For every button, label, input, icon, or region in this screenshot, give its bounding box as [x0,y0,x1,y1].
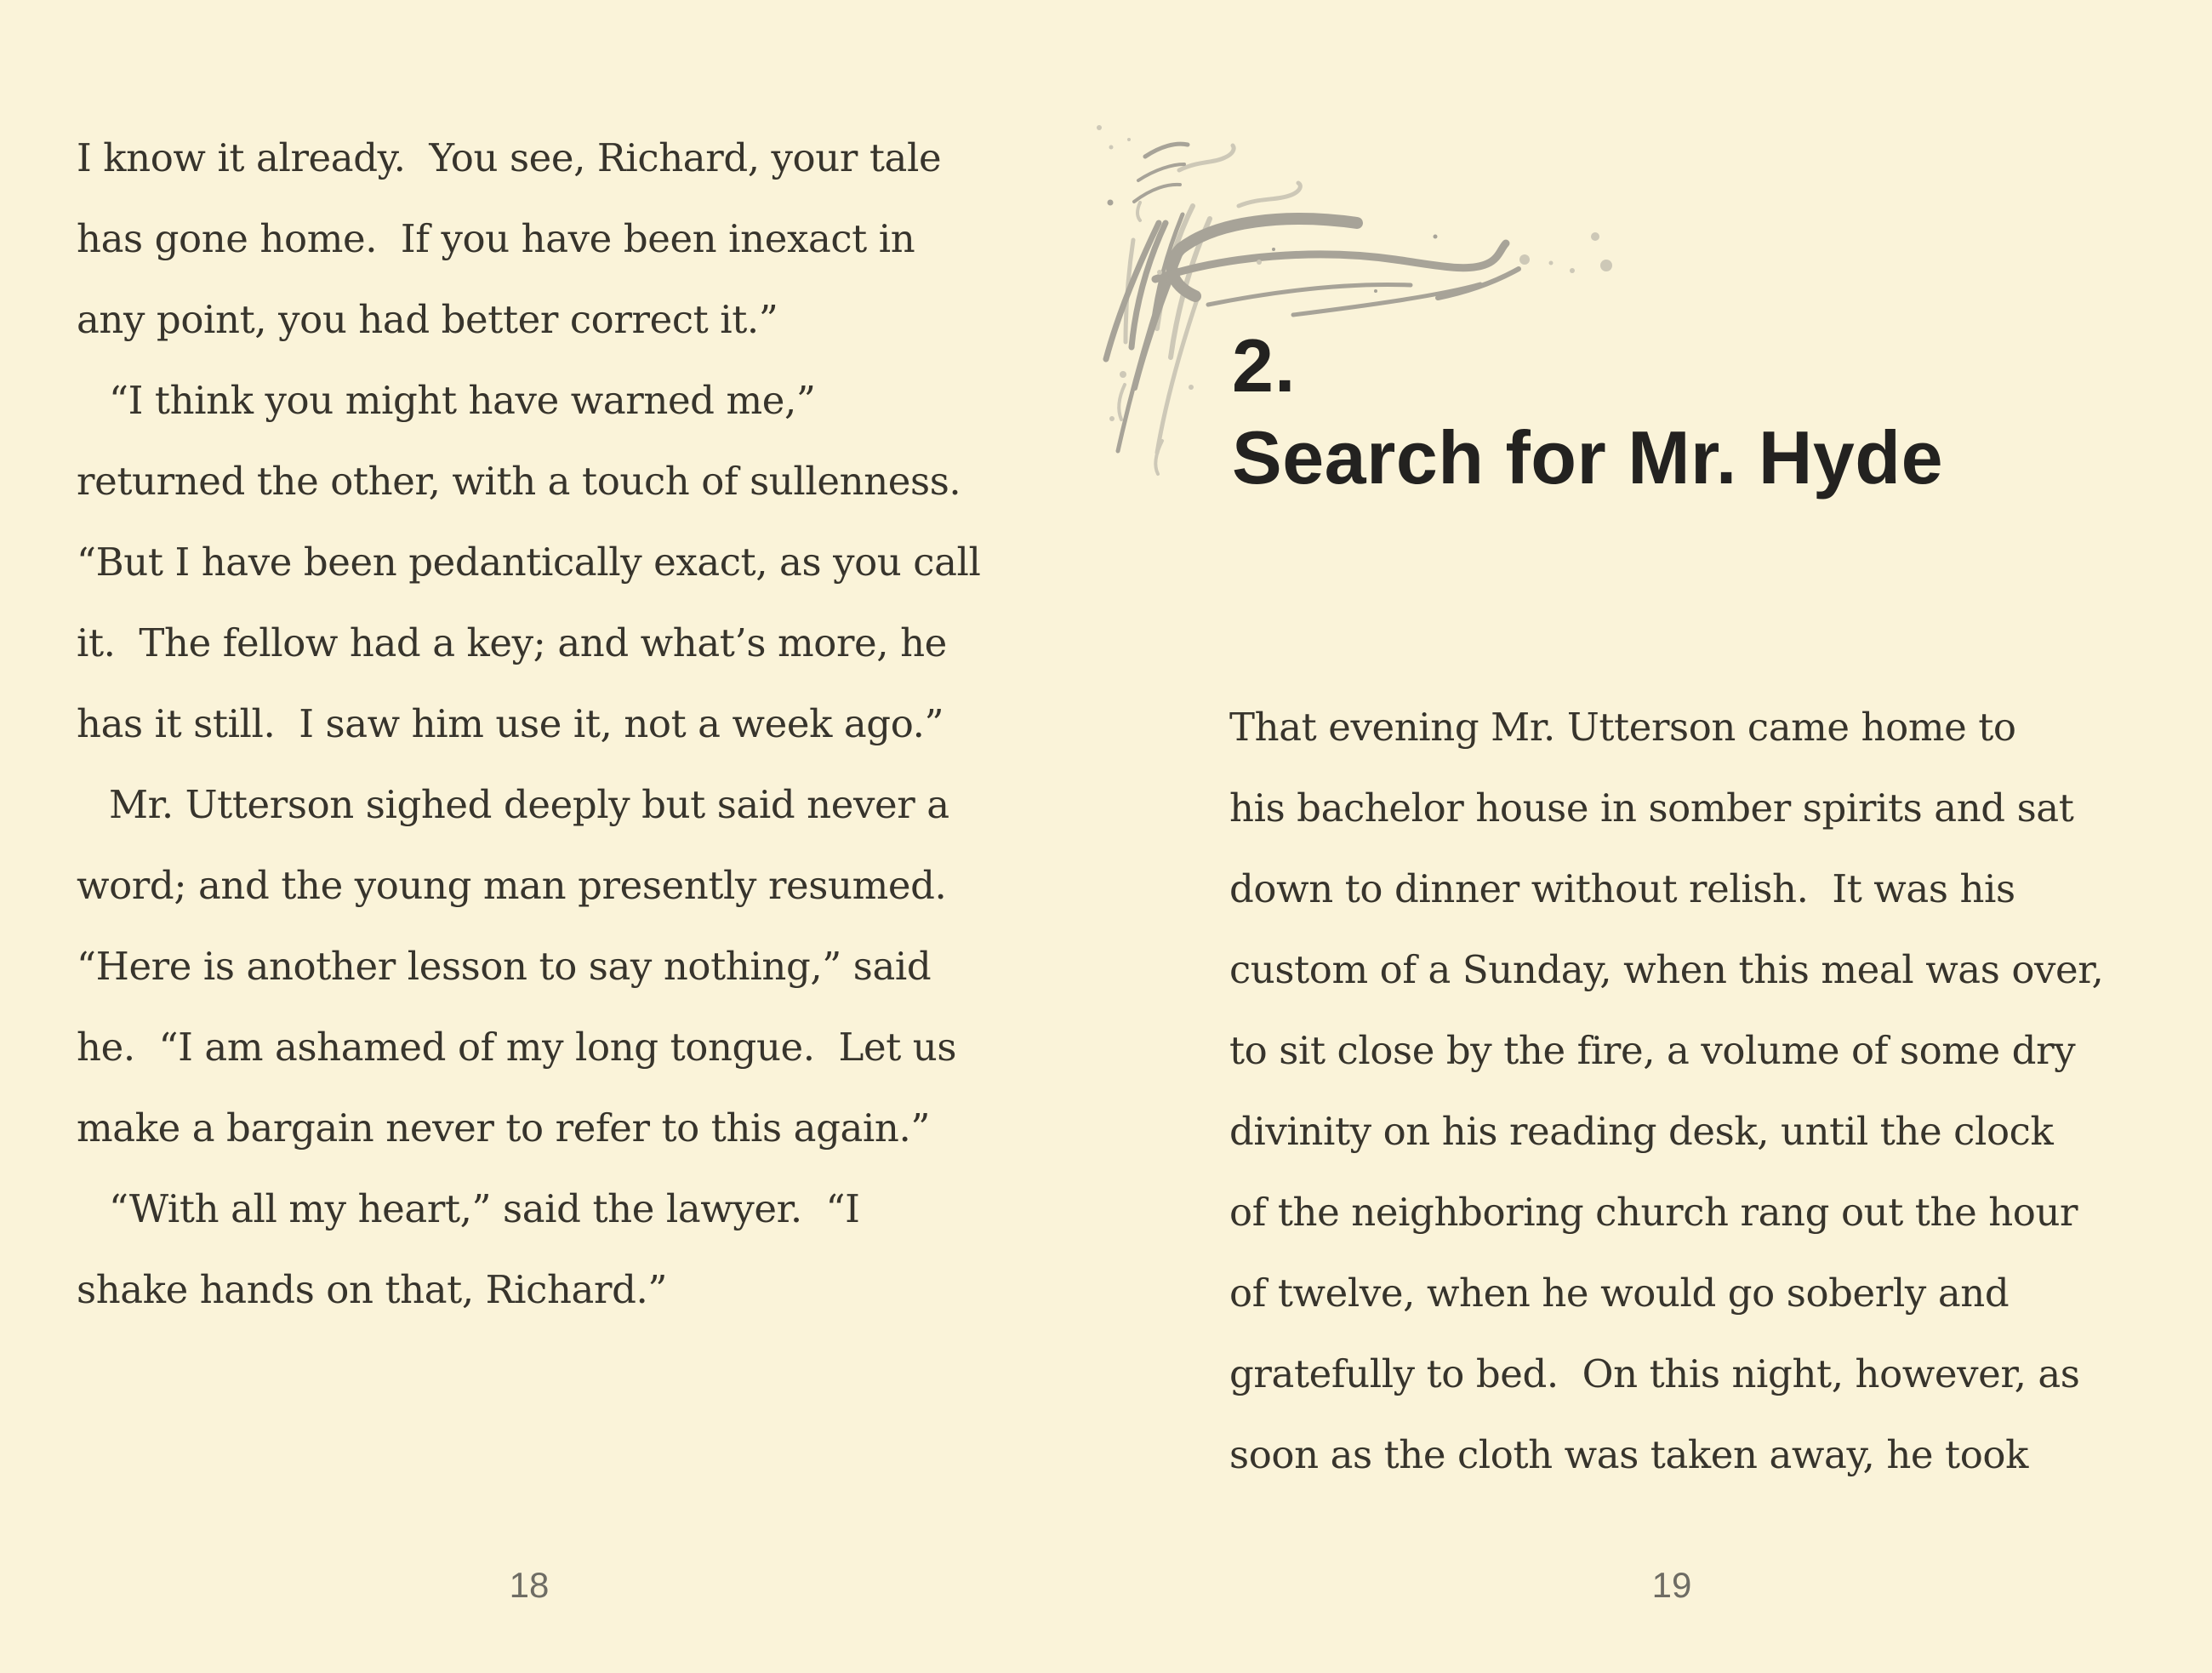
text-line: returned the other, with a touch of sullenness. [77,459,961,504]
text-line: That evening Mr. Utterson came home to [1229,705,2016,750]
text-line: down to dinner without relish. It was his [1229,866,2015,911]
left-page-text [77,117,1004,1330]
text-line: any point, you had better correct it.” [77,297,778,342]
page-number-left: 18 [509,1565,550,1605]
chapter-title: Search for Mr. Hyde [1232,415,1944,500]
text-line: make a bargain never to refer to this again.” [77,1105,930,1151]
text-line: “I think you might have warned me,” [109,378,816,423]
text-line: Mr. Utterson sighed deeply but said never a [109,782,949,827]
right-page-text [1229,687,2140,1495]
chapter-heading [1232,323,1944,500]
text-line: “With all my heart,” said the lawyer. “I [109,1186,860,1231]
text-line: of the neighboring church rang out the hour [1229,1190,2078,1235]
chapter-number: 2. [1232,323,1297,408]
text-line: gratefully to bed. On this night, however, as [1229,1351,2080,1396]
text-line: soon as the cloth was taken away, he took [1229,1432,2028,1477]
text-line: shake hands on that, Richard.” [77,1267,667,1312]
text-line: of twelve, when he would go soberly and [1229,1270,2010,1316]
text-line: divinity on his reading desk, until the clock [1229,1109,2054,1154]
text-line: has gone home. If you have been inexact in [77,216,915,261]
text-line: he. “I am ashamed of my long tongue. Let us [77,1025,957,1070]
text-line: “But I have been pedantically exact, as you call [77,540,981,585]
page-number-right: 19 [1651,1565,1692,1605]
text-line: to sit close by the fire, a volume of some dry [1229,1028,2076,1073]
text-line: has it still. I saw him use it, not a week ago.” [77,701,944,746]
text-line: word; and the young man presently resumed. [77,863,947,908]
text-line: custom of a Sunday, when this meal was over, [1229,947,2104,992]
text-line: “Here is another lesson to say nothing,” said [77,944,932,989]
text-line: it. The fellow had a key; and what’s more, he [77,620,947,665]
text-line: I know it already. You see, Richard, your tale [77,135,942,180]
text-line: his bachelor house in somber spirits and sat [1229,785,2074,831]
